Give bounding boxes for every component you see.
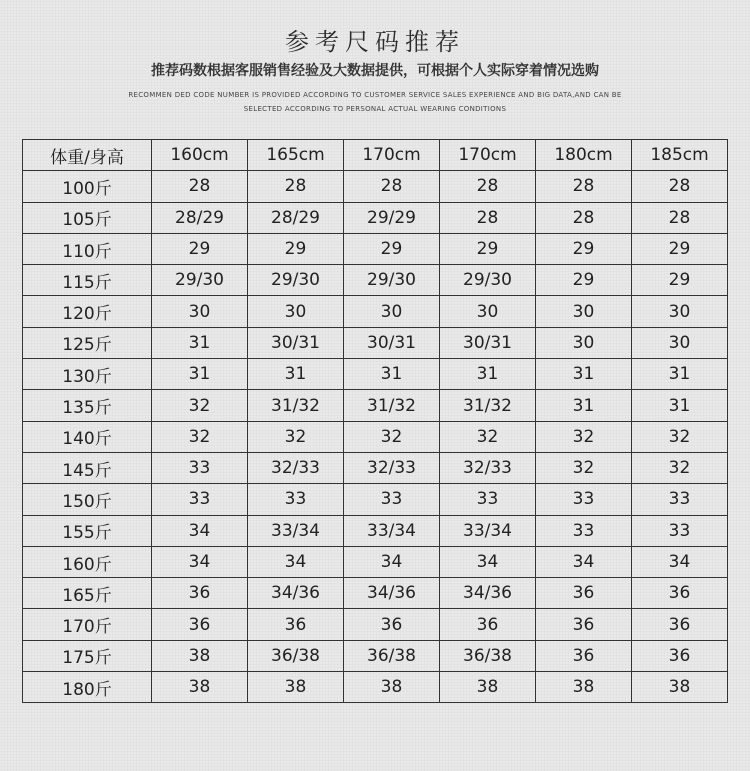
size-cell: 33 [536, 515, 632, 546]
weight-cell: 120斤 [23, 296, 152, 327]
size-cell: 36 [632, 578, 728, 609]
header-weight-height: 体重/身高 [23, 140, 152, 171]
weight-cell: 175斤 [23, 640, 152, 671]
size-cell: 38 [248, 672, 344, 703]
size-cell: 29/30 [248, 265, 344, 296]
weight-cell: 155斤 [23, 515, 152, 546]
header-185cm: 185cm [632, 140, 728, 171]
size-cell: 28/29 [248, 202, 344, 233]
size-cell: 33/34 [344, 515, 440, 546]
size-cell: 32 [536, 452, 632, 483]
header-160cm: 160cm [152, 140, 248, 171]
header-180cm: 180cm [536, 140, 632, 171]
size-cell: 30 [152, 296, 248, 327]
table-row [23, 484, 728, 515]
weight-cell: 105斤 [23, 202, 152, 233]
size-cell: 36/38 [440, 640, 536, 671]
size-cell: 38 [536, 672, 632, 703]
table-row [23, 233, 728, 264]
size-cell: 32 [152, 421, 248, 452]
english-line-1: RECOMMEN DED CODE NUMBER IS PROVIDED ACCORDING TO CUSTOMER SERVICE SALES EXPERIENCE AND BIG DATA,AND CAN BE [128, 91, 622, 99]
size-cell: 34 [632, 546, 728, 577]
table-row [23, 359, 728, 390]
size-cell: 29 [152, 233, 248, 264]
header-170cm-2: 170cm [440, 140, 536, 171]
table-row [23, 421, 728, 452]
size-cell: 32/33 [440, 452, 536, 483]
size-cell: 30 [632, 296, 728, 327]
weight-cell: 170斤 [23, 609, 152, 640]
size-cell: 28 [440, 202, 536, 233]
size-cell: 32 [248, 421, 344, 452]
size-cell: 34 [152, 546, 248, 577]
table-row [23, 327, 728, 358]
size-cell: 29/30 [152, 265, 248, 296]
size-cell: 33/34 [248, 515, 344, 546]
size-cell: 33 [344, 484, 440, 515]
size-cell: 32 [344, 421, 440, 452]
size-cell: 36 [152, 609, 248, 640]
size-cell: 31 [344, 359, 440, 390]
english-description [100, 88, 650, 116]
size-cell: 29 [536, 233, 632, 264]
size-cell: 33 [440, 484, 536, 515]
table-row [23, 296, 728, 327]
table-row [23, 515, 728, 546]
size-cell: 31 [152, 359, 248, 390]
size-cell: 31 [536, 390, 632, 421]
size-cell: 36 [344, 609, 440, 640]
size-cell: 31 [632, 390, 728, 421]
size-cell: 38 [152, 640, 248, 671]
size-cell: 29/29 [344, 202, 440, 233]
size-cell: 28 [248, 171, 344, 202]
weight-cell: 165斤 [23, 578, 152, 609]
weight-cell: 100斤 [23, 171, 152, 202]
page-subtitle: 推荐码数根据客服销售经验及大数据提供，可根据个人实际穿着情况选购 [151, 63, 599, 79]
size-cell: 36 [536, 578, 632, 609]
size-cell: 29 [632, 233, 728, 264]
weight-cell: 150斤 [23, 484, 152, 515]
size-cell: 34 [248, 546, 344, 577]
weight-cell: 140斤 [23, 421, 152, 452]
size-cell: 32/33 [248, 452, 344, 483]
size-cell: 30/31 [248, 327, 344, 358]
size-cell: 31/32 [440, 390, 536, 421]
english-line-2: SELECTED ACCORDING TO PERSONAL ACTUAL WEARING CONDITIONS [243, 105, 507, 113]
size-cell: 34/36 [440, 578, 536, 609]
size-cell: 31 [632, 359, 728, 390]
size-cell: 30/31 [344, 327, 440, 358]
size-cell: 36 [440, 609, 536, 640]
size-cell: 33 [248, 484, 344, 515]
table-row [23, 171, 728, 202]
size-cell: 31/32 [344, 390, 440, 421]
size-cell: 38 [440, 672, 536, 703]
table-row [23, 202, 728, 233]
size-cell: 30 [248, 296, 344, 327]
size-cell: 34/36 [344, 578, 440, 609]
size-cell: 28 [440, 171, 536, 202]
size-cell: 28 [152, 171, 248, 202]
size-cell: 30 [440, 296, 536, 327]
size-cell: 34 [152, 515, 248, 546]
size-cell: 33 [152, 484, 248, 515]
size-cell: 31 [536, 359, 632, 390]
size-cell: 36/38 [248, 640, 344, 671]
size-cell: 28 [536, 202, 632, 233]
size-cell: 32 [152, 390, 248, 421]
size-cell: 31/32 [248, 390, 344, 421]
weight-cell: 115斤 [23, 265, 152, 296]
size-cell: 28/29 [152, 202, 248, 233]
size-cell: 30 [632, 327, 728, 358]
size-cell: 36 [632, 640, 728, 671]
size-cell: 32 [632, 421, 728, 452]
size-cell: 36 [248, 609, 344, 640]
size-cell: 33 [632, 515, 728, 546]
size-cell: 36 [632, 609, 728, 640]
size-cell: 32 [440, 421, 536, 452]
size-cell: 30 [344, 296, 440, 327]
weight-cell: 160斤 [23, 546, 152, 577]
weight-cell: 130斤 [23, 359, 152, 390]
size-cell: 36/38 [344, 640, 440, 671]
size-cell: 32 [536, 421, 632, 452]
size-cell: 31 [440, 359, 536, 390]
size-cell: 30/31 [440, 327, 536, 358]
size-cell: 28 [632, 171, 728, 202]
size-cell: 33/34 [440, 515, 536, 546]
weight-cell: 125斤 [23, 327, 152, 358]
size-cell: 29 [536, 265, 632, 296]
table-row [23, 578, 728, 609]
table-row [23, 265, 728, 296]
size-cell: 33 [632, 484, 728, 515]
size-cell: 34/36 [248, 578, 344, 609]
weight-cell: 110斤 [23, 233, 152, 264]
size-cell: 33 [152, 452, 248, 483]
page-title: 参考尺码推荐 [285, 28, 465, 56]
size-cell: 29 [632, 265, 728, 296]
weight-cell: 145斤 [23, 452, 152, 483]
size-cell: 30 [536, 327, 632, 358]
table-row [23, 452, 728, 483]
header-165cm: 165cm [248, 140, 344, 171]
size-cell: 29 [248, 233, 344, 264]
table-row [23, 390, 728, 421]
size-cell: 28 [632, 202, 728, 233]
size-cell: 29/30 [440, 265, 536, 296]
size-cell: 29 [344, 233, 440, 264]
size-cell: 36 [152, 578, 248, 609]
header-170cm: 170cm [344, 140, 440, 171]
size-cell: 28 [344, 171, 440, 202]
size-cell: 31 [248, 359, 344, 390]
size-cell: 29 [440, 233, 536, 264]
size-cell: 38 [152, 672, 248, 703]
size-cell: 36 [536, 609, 632, 640]
size-cell: 34 [536, 546, 632, 577]
table-row [23, 640, 728, 671]
size-cell: 30 [536, 296, 632, 327]
size-cell: 32/33 [344, 452, 440, 483]
size-cell: 33 [536, 484, 632, 515]
size-cell: 32 [632, 452, 728, 483]
size-chart-table [22, 139, 728, 703]
size-cell: 38 [344, 672, 440, 703]
table-row [23, 609, 728, 640]
table-row [23, 546, 728, 577]
table-header-row [23, 140, 728, 171]
weight-cell: 180斤 [23, 672, 152, 703]
size-cell: 29/30 [344, 265, 440, 296]
size-cell: 28 [536, 171, 632, 202]
table-row [23, 672, 728, 703]
size-cell: 38 [632, 672, 728, 703]
size-cell: 34 [440, 546, 536, 577]
size-cell: 34 [344, 546, 440, 577]
size-cell: 31 [152, 327, 248, 358]
size-cell: 36 [536, 640, 632, 671]
weight-cell: 135斤 [23, 390, 152, 421]
